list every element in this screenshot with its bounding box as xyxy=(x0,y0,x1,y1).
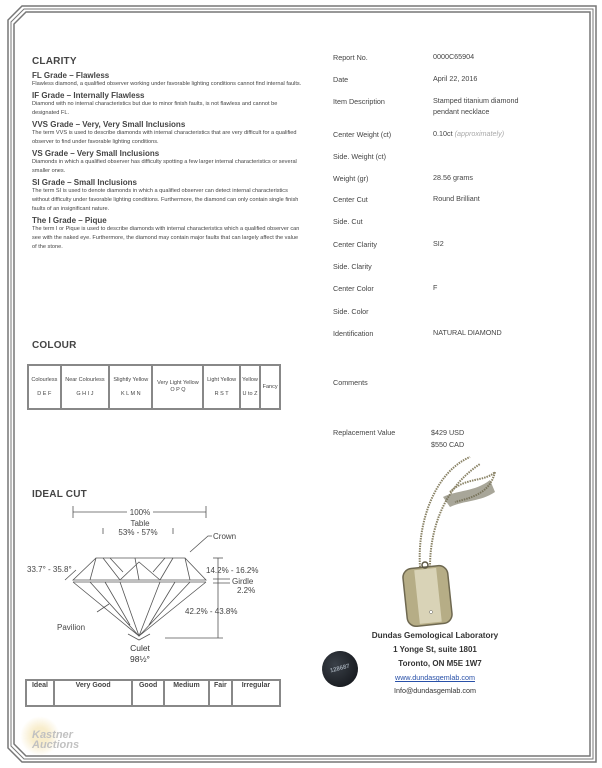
report-value: Round Brilliant xyxy=(433,194,480,203)
cut-grade-cell: Ideal xyxy=(27,681,53,705)
report-value: SI2 xyxy=(433,239,444,248)
replacement-usd: $429 USD xyxy=(431,428,465,437)
grade-text: The term SI is used to denote diamonds in which a qualified observer can detect internal characteristics without difficulty under favorable lighting conditions. Furthermore, the diamond can only contain single finish faults of an insignificant nature. xyxy=(32,188,299,212)
report-value: 28.56 grams xyxy=(433,173,473,182)
table-label: Table xyxy=(130,519,150,528)
report-value: 0.10ct (approximately) xyxy=(433,129,505,138)
pavilion-depth-label: 42.2% - 43.8% xyxy=(185,607,238,616)
grade-text: Diamonds in which a qualified observer has difficulty spotting a few larger internal characteristics or several smaller ones. xyxy=(32,159,297,174)
crown-label: Crown xyxy=(213,532,237,541)
report-value: April 22, 2016 xyxy=(433,74,478,83)
replacement-label: Replacement Value xyxy=(333,428,396,437)
lab-address-1: 1 Yonge St, suite 1801 xyxy=(393,645,477,654)
report-label: Item Description xyxy=(333,97,385,106)
diamond-cut-diagram xyxy=(25,500,295,672)
cut-grade-cell: Fair xyxy=(210,681,231,705)
colour-cell: Near Colourless G H I J xyxy=(62,366,109,408)
grade-text: Diamond with no internal characteristics but due to minor finish faults, is not flawless and cannot be designated FL. xyxy=(32,101,278,116)
girdle-label: Girdle xyxy=(232,577,254,586)
colour-cell: Very Light Yellow O P Q xyxy=(153,366,202,408)
report-label: Side. Color xyxy=(333,307,369,316)
seal-number: 128687 xyxy=(329,663,351,675)
replacement-cad: $550 CAD xyxy=(431,440,465,449)
cut-grade-cell: Medium xyxy=(165,681,208,705)
lab-address-2: Toronto, ON M5E 1W7 xyxy=(398,659,482,668)
report-label: Identification xyxy=(333,329,374,338)
necklace-photo xyxy=(395,452,505,627)
report-label: Center Cut xyxy=(333,195,368,204)
report-label: Side. Clarity xyxy=(333,262,372,271)
report-label: Side. Weight (ct) xyxy=(333,152,386,161)
report-label: Center Weight (ct) xyxy=(333,130,392,139)
report-value: F xyxy=(433,283,438,292)
colour-cell: Colourless D E F xyxy=(29,366,60,408)
width-label: 100% xyxy=(129,508,151,517)
colour-cell: Light Yellow R S T xyxy=(204,366,238,408)
report-value: NATURAL DIAMOND xyxy=(433,328,502,337)
report-label: Report No. xyxy=(333,53,368,62)
report-label: Center Color xyxy=(333,284,374,293)
report-label: Side. Cut xyxy=(333,217,363,226)
report-label: Center Clarity xyxy=(333,240,377,249)
colour-cell: Fancy xyxy=(261,366,279,408)
comments-label: Comments xyxy=(333,378,368,387)
grade-text: The term I or Pique is used to describe diamonds with internal characteristics which a qualified observer can see with the naked eye. Furthermore, the diamond may contain major faults that can largely affect the value of the stone. xyxy=(32,226,300,250)
culet-label: Culet xyxy=(130,643,150,653)
clarity-title: CLARITY xyxy=(32,56,77,67)
cut-grade-cell: Irregular xyxy=(233,681,279,705)
clarity-section xyxy=(32,56,302,252)
grade-heading: SI Grade – Small Inclusions xyxy=(32,178,137,187)
grade-heading: VS Grade – Very Small Inclusions xyxy=(32,149,160,158)
lab-name: Dundas Gemological Laboratory xyxy=(371,631,499,640)
report-value: Stamped titanium diamond pendant necklace xyxy=(433,96,519,116)
approx-note: (approximately) xyxy=(454,129,505,138)
crown-angle-label: 33.7° - 35.8° xyxy=(27,565,72,574)
table-range-label: 53% - 57% xyxy=(118,528,158,537)
culet-value-label: 98½° xyxy=(130,654,150,664)
grade-heading: The I Grade – Pique xyxy=(32,216,107,225)
grade-heading: IF Grade – Internally Flawless xyxy=(32,91,145,100)
grade-heading: VVS Grade – Very, Very Small Inclusions xyxy=(32,120,186,129)
colour-scale-table xyxy=(27,364,281,410)
crown-height-label: 14.2% - 16.2% xyxy=(206,566,259,575)
pavilion-label: Pavilion xyxy=(57,623,86,632)
watermark-text: Kastner Auctions xyxy=(32,729,80,751)
cut-grade-table xyxy=(25,679,281,707)
grade-text: The term VVS is used to describe diamonds with internal characteristics that are very difficult for a qualified observer to find under favorable lighting conditions. xyxy=(32,130,297,145)
report-value: 0000C65904 xyxy=(433,52,475,61)
ideal-cut-title: IDEAL CUT xyxy=(32,489,87,500)
cut-grade-cell: Good xyxy=(133,681,163,705)
report-label: Date xyxy=(333,75,349,84)
grade-heading: FL Grade – Flawless xyxy=(32,71,110,80)
watermark-logo xyxy=(12,712,82,768)
grade-text: Flawless diamond, a qualified observer working under favorable lighting conditions cannot find internal faults. xyxy=(32,81,302,87)
lab-website-link[interactable]: www.dundasgemlab.com xyxy=(395,673,475,682)
cut-grade-cell: Very Good xyxy=(55,681,131,705)
lab-email: Info@dundasgemlab.com xyxy=(393,686,476,695)
girdle-value-label: 2.2% xyxy=(237,586,256,595)
colour-cell: Yellow U to Z xyxy=(241,366,260,408)
report-label: Weight (gr) xyxy=(333,174,369,183)
colour-cell: Slightly Yellow K L M N xyxy=(110,366,151,408)
colour-title: COLOUR xyxy=(32,340,77,351)
